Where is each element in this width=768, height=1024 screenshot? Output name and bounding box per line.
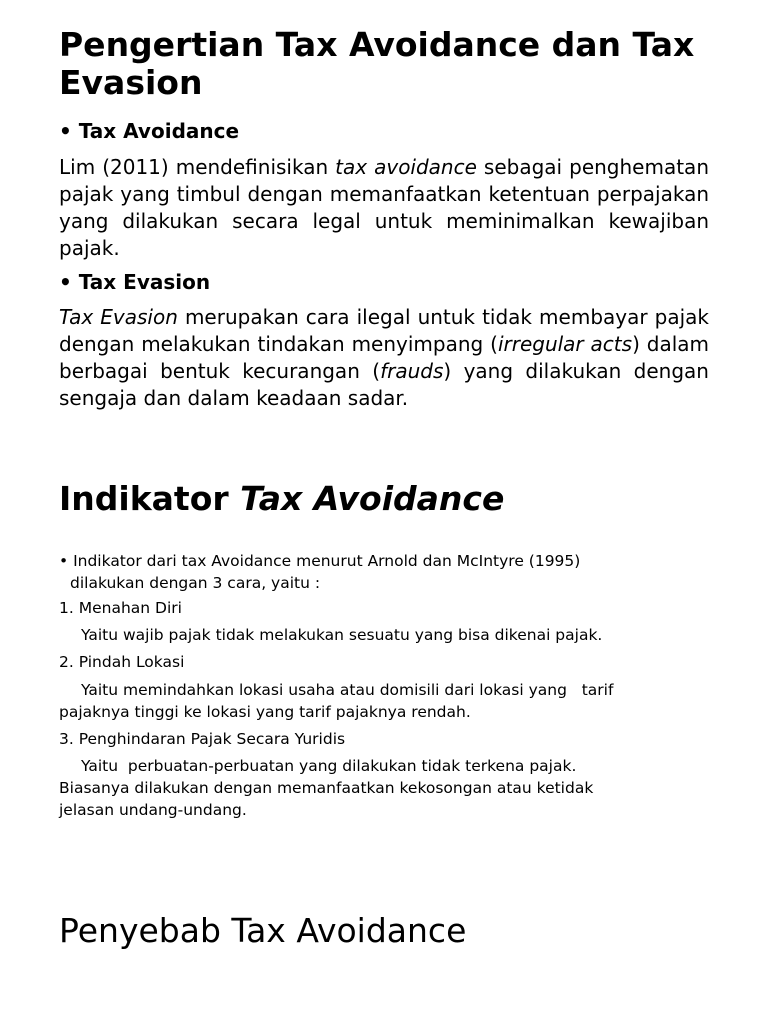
indikator-item-description: Yaitu perbuatan-perbuatan yang dilakukan tidak terkena pajak. Biasanya dilakukan dengan memanfaatkan kekosongan atau ketidak jelasan undang-undang.: [59, 757, 594, 819]
section-title-penyebab: Penyebab Tax Avoidance: [59, 911, 467, 950]
bullet-tax-avoidance: • Tax Avoidance: [59, 119, 240, 143]
indikator-item-heading: 1. Menahan Diri: [59, 599, 182, 617]
bullet-tax-evasion: • Tax Evasion: [59, 270, 211, 294]
indikator-item-heading: 2. Pindah Lokasi: [59, 653, 185, 671]
indikator-item-heading: 3. Penghindaran Pajak Secara Yuridis: [59, 730, 346, 748]
section-title-indikator: Indikator Tax Avoidance: [59, 479, 505, 518]
tax-avoidance-definition: Lim (2011) mendefinisikan tax avoidance sebagai penghematan pajak yang timbul dengan memanfaatkan ketentuan perpajakan yang dilakukan secara legal untuk meminimalkan kewajiban pajak.: [59, 155, 709, 260]
indikator-intro: • Indikator dari tax Avoidance menurut Arnold dan McIntyre (1995) dilakukan dengan 3 cara, yaitu :: [59, 552, 581, 592]
indikator-item-description: Yaitu memindahkan lokasi usaha atau domisili dari lokasi yang tarif pajaknya tinggi ke lokasi yang tarif pajaknya rendah.: [59, 681, 614, 721]
indikator-item-description: Yaitu wajib pajak tidak melakukan sesuatu yang bisa dikenai pajak.: [81, 626, 603, 644]
section-title-pengertian: Pengertian Tax Avoidance dan Tax Evasion: [59, 25, 695, 102]
tax-evasion-definition: Tax Evasion merupakan cara ilegal untuk tidak membayar pajak dengan melakukan tindakan menyimpang (irregular acts) dalam berbagai bentuk kecurangan (frauds) yang dilakukan dengan sengaja dan dalam keadaan sadar.: [59, 305, 710, 410]
